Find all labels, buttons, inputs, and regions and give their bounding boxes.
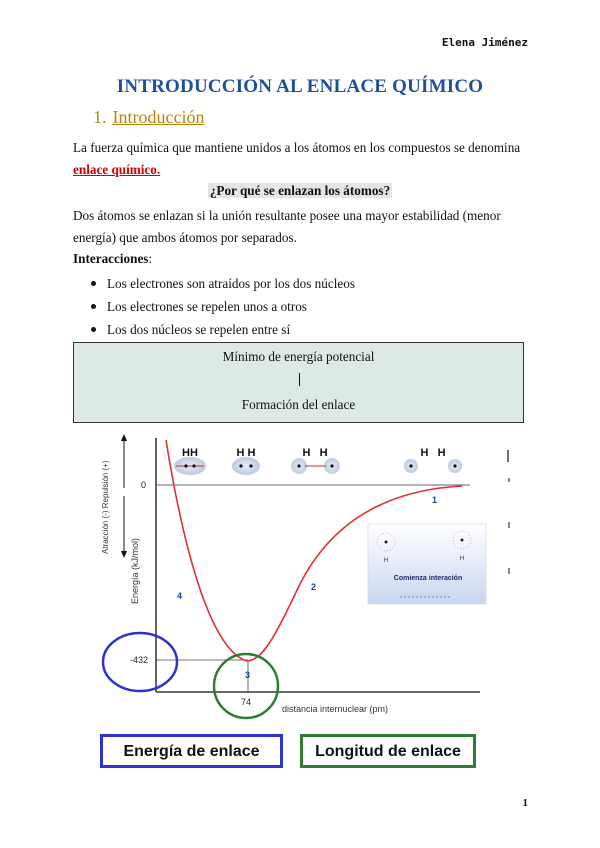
region-label-2: 2: [311, 582, 317, 592]
bond-length-label: Longitud de enlace: [300, 734, 476, 768]
intro-paragraph: [73, 137, 533, 181]
attraction-arrowhead: [121, 551, 127, 558]
atom-pair-2: [232, 447, 260, 475]
section-title: Introducción: [112, 107, 205, 127]
atom-label-1: HH: [182, 447, 198, 459]
list-item: Los electrones son atraídos por los dos núcleos: [89, 272, 355, 295]
interactions-label: [73, 251, 152, 267]
region-label-3: 3: [245, 670, 251, 680]
region-label-1: 1: [432, 495, 438, 505]
length-circle: [214, 654, 278, 718]
inset-atom-left: H: [383, 558, 389, 564]
atom-label-2: H H: [236, 447, 256, 459]
inset-atom-right: H: [459, 556, 465, 562]
page-title: INTRODUCCIÓN AL ENLACE QUÍMICO: [116, 76, 484, 97]
y-top-label: Atracción (-) Repulsión (+): [101, 460, 110, 554]
atom-pair-4: [404, 447, 462, 473]
bond-energy-label: Energía de enlace: [100, 734, 283, 768]
repulsion-arrowhead: [121, 434, 127, 441]
atom-label-3: H H: [302, 447, 328, 459]
intro-text: La fuerza química que mantiene unidos a los átomos en los compuestos se denomina: [73, 140, 521, 155]
summary-line-1: Mínimo de energía potencial: [222, 349, 375, 364]
region-label-4: 4: [177, 591, 183, 601]
summary-box: [73, 342, 524, 423]
atom-pair-1: [174, 447, 206, 475]
section-heading: [93, 107, 204, 128]
x-tick-74: 74: [240, 697, 252, 707]
inset-panel: [368, 524, 486, 604]
interactions-colon: :: [148, 251, 153, 266]
stability-paragraph: Dos átomos se enlazan si la unión resultante posee una mayor estabilidad (menor energía) que ambos átomos por separados.: [73, 208, 501, 245]
page-number: 1: [522, 797, 528, 809]
section-number: 1.: [93, 107, 107, 127]
y-axis-label: Energía (kJ/mol): [130, 537, 140, 604]
author-name: Elena Jiménez: [441, 36, 528, 49]
x-axis-label: distancia internuclear (pm): [282, 704, 389, 714]
summary-divider: [299, 373, 300, 386]
inset-caption: Comienza interación: [393, 575, 463, 582]
interactions-label-text: Interacciones: [73, 251, 149, 266]
highlight-term: enlace químico.: [73, 162, 161, 177]
question-text: ¿Por qué se enlazan los átomos?: [209, 183, 391, 198]
atom-pair-3: [291, 447, 340, 474]
interactions-list: [89, 272, 355, 341]
energy-chart: [100, 430, 520, 726]
list-item: Los electrones se repelen unos a otros: [89, 295, 355, 318]
y-tick-min: -432: [129, 655, 148, 665]
question-heading: [0, 182, 600, 200]
y-tick-0: 0: [140, 480, 146, 490]
list-item: Los dos núcleos se repelen entre sí: [89, 318, 355, 341]
atom-label-4: H H: [420, 447, 446, 459]
summary-line-2: Formación del enlace: [241, 397, 356, 412]
